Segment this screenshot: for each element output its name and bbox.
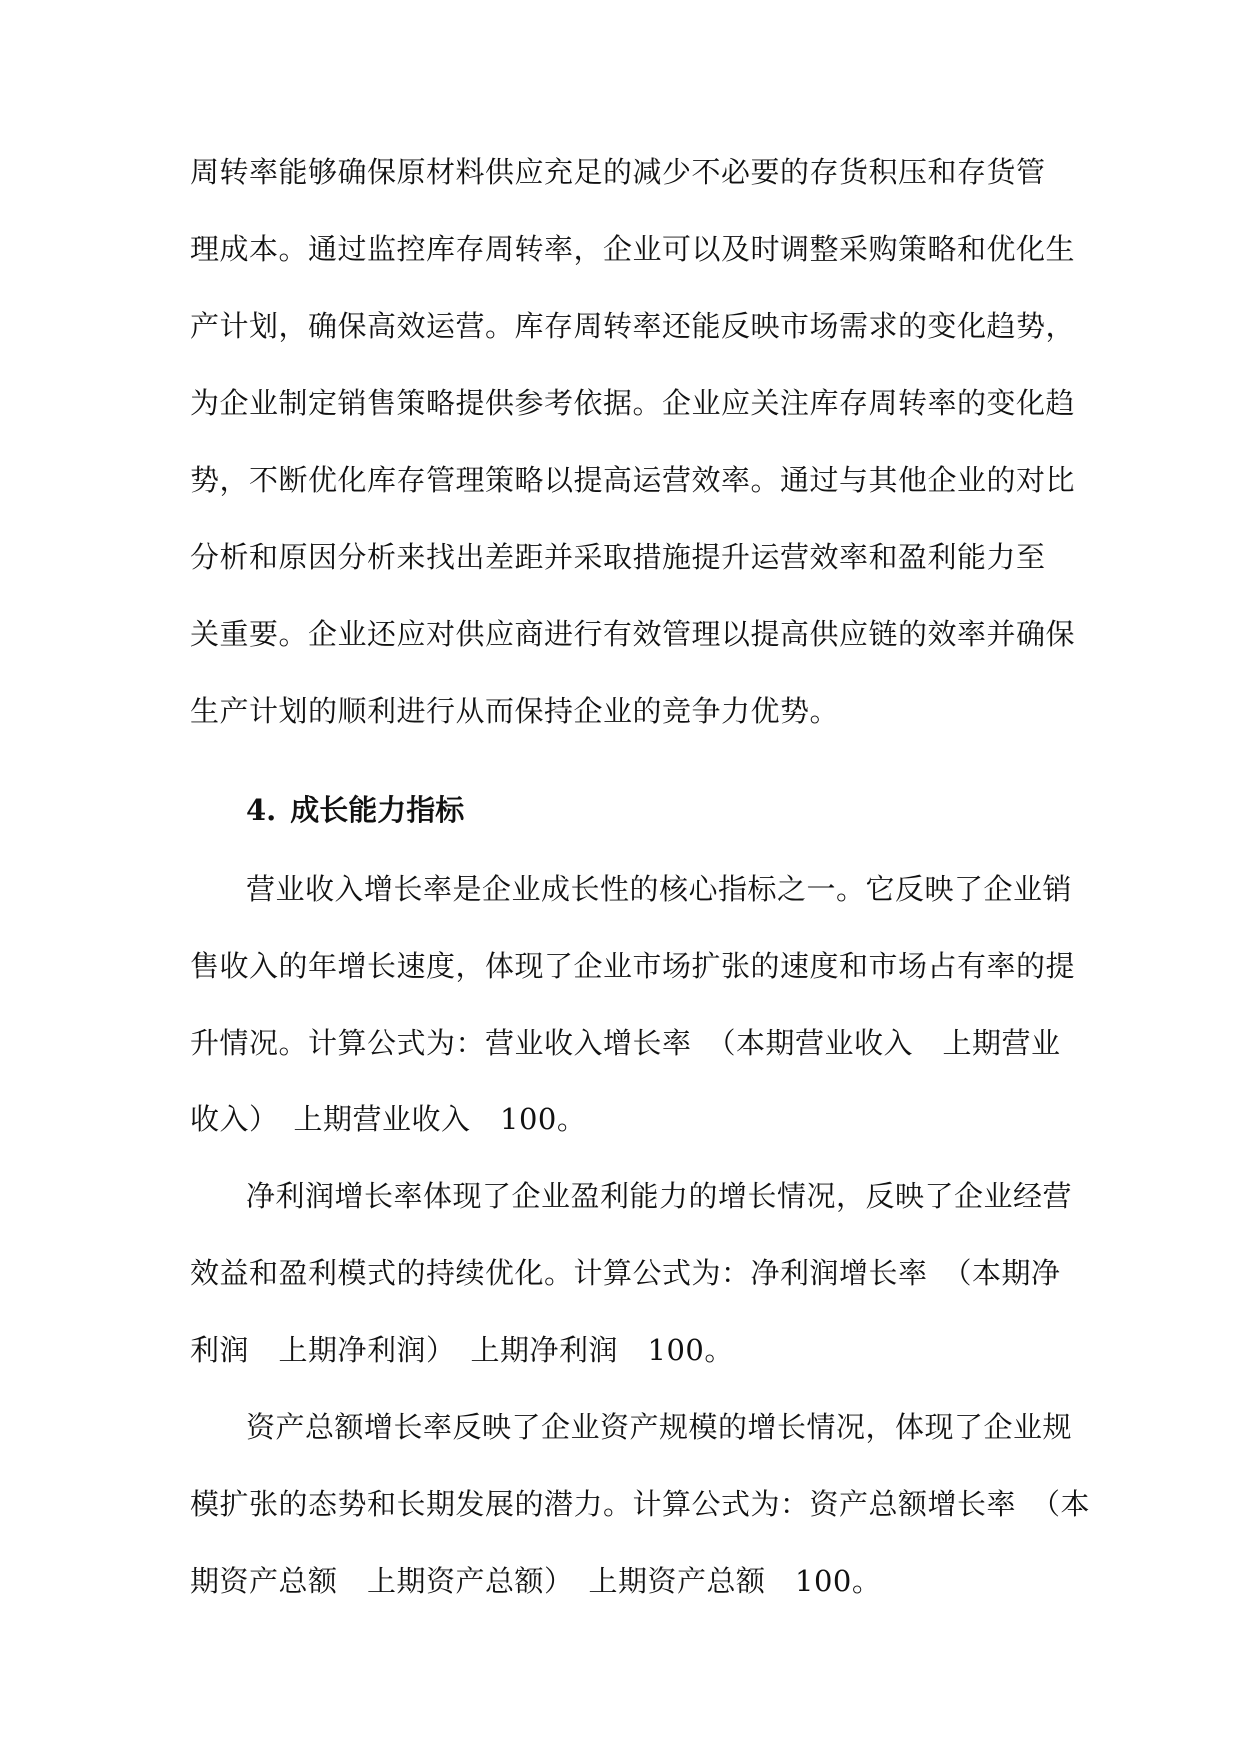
- text-line: 收入） 上期营业收入 100。: [190, 1102, 587, 1136]
- text-line: 周转率能够确保原材料供应充足的减少不必要的存货积压和存货管: [190, 155, 1046, 189]
- section-title: 成长能力指标: [290, 793, 465, 827]
- section-heading: [246, 792, 464, 828]
- text-line: 期资产总额 上期资产总额） 上期资产总额 100。: [190, 1564, 882, 1598]
- section-number: 4.: [246, 793, 277, 827]
- text-line: 生产计划的顺利进行从而保持企业的竞争力优势。: [190, 694, 840, 728]
- text-line: 营业收入增长率是企业成长性的核心指标之一。它反映了企业销: [246, 872, 1073, 906]
- text-line: 利润 上期净利润） 上期净利润 100。: [190, 1333, 734, 1367]
- text-line: 资产总额增长率反映了企业资产规模的增长情况，体现了企业规: [246, 1410, 1073, 1444]
- text-line: 效益和盈利模式的持续优化。计算公式为：净利润增长率 （本期净: [190, 1256, 1061, 1290]
- text-line: 分析和原因分析来找出差距并采取措施提升运营效率和盈利能力至: [190, 540, 1046, 574]
- text-line: 关重要。企业还应对供应商进行有效管理以提高供应链的效率并确保: [190, 617, 1076, 651]
- text-line: 理成本。通过监控库存周转率，企业可以及时调整采购策略和优化生: [190, 232, 1076, 266]
- text-line: 势，不断优化库存管理策略以提高运营效率。通过与其他企业的对比: [190, 463, 1076, 497]
- text-line: 模扩张的态势和长期发展的潜力。计算公式为：资产总额增长率 （本: [190, 1487, 1091, 1521]
- text-line: 产计划，确保高效运营。库存周转率还能反映市场需求的变化趋势，: [190, 309, 1076, 343]
- text-line: 为企业制定销售策略提供参考依据。企业应关注库存周转率的变化趋: [190, 386, 1076, 420]
- text-line: 售收入的年增长速度，体现了企业市场扩张的速度和市场占有率的提: [190, 949, 1076, 983]
- text-line: 净利润增长率体现了企业盈利能力的增长情况，反映了企业经营: [246, 1179, 1073, 1213]
- text-line: 升情况。计算公式为：营业收入增长率 （本期营业收入 上期营业: [190, 1026, 1061, 1060]
